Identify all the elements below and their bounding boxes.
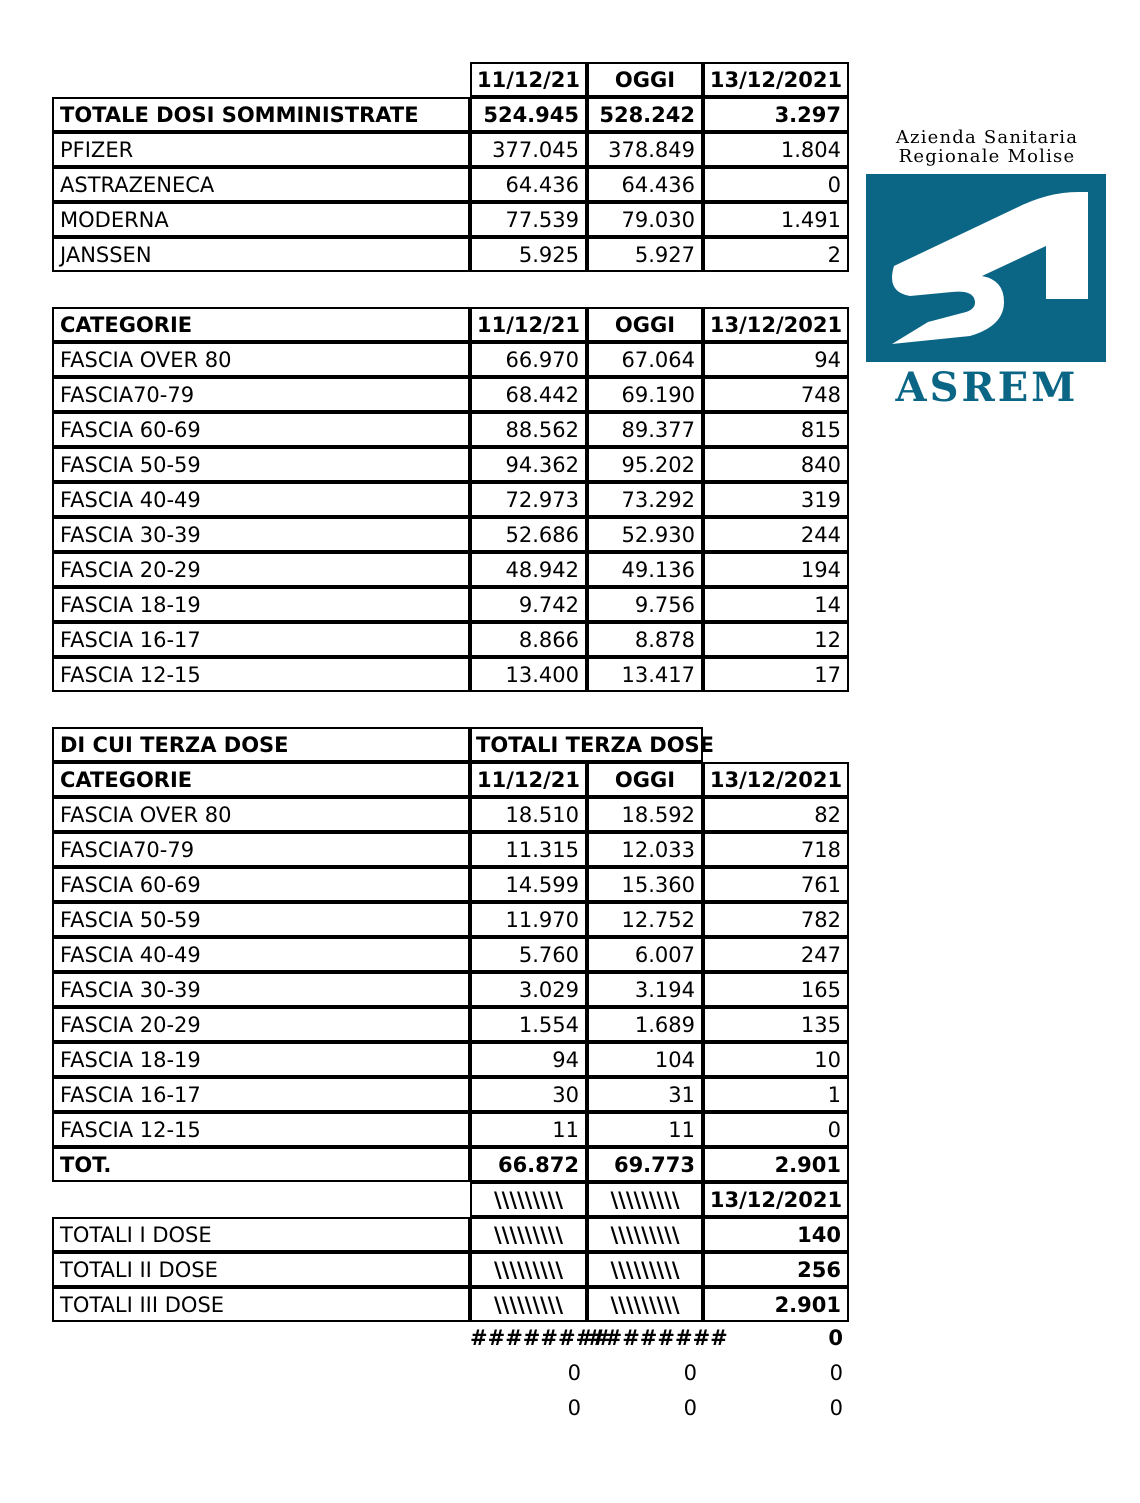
value-3: 12 (703, 622, 849, 657)
row-label: FASCIA70-79 (52, 377, 470, 412)
categorie-row (52, 377, 849, 412)
value-1: 48.942 (470, 552, 587, 587)
terza-dose-row (52, 832, 849, 867)
value-2: 64.436 (587, 167, 703, 202)
total-label: TOT. (52, 1147, 470, 1182)
value-1: 72.973 (470, 482, 587, 517)
logo-emblem (866, 174, 1106, 362)
extra-value-2: ######## (587, 1326, 728, 1350)
row-label: FASCIA 12-15 (52, 657, 470, 692)
value-3: 815 (703, 412, 849, 447)
value-1: 14.599 (470, 867, 587, 902)
value-2: \\\\\\\\\ (587, 1287, 703, 1322)
value-3: 82 (703, 797, 849, 832)
row-label: TOTALI II DOSE (52, 1252, 470, 1287)
value-3: 319 (703, 482, 849, 517)
value-3: 748 (703, 377, 849, 412)
value-2: 67.064 (587, 342, 703, 377)
value-3: 2 (703, 237, 849, 272)
header-date-2: 13/12/2021 (703, 762, 849, 797)
value-1: 68.442 (470, 377, 587, 412)
row-label: FASCIA 30-39 (52, 517, 470, 552)
terza-dose-row (52, 797, 849, 832)
value-3: 840 (703, 447, 849, 482)
value-1: 5.760 (470, 937, 587, 972)
value-1: 8.866 (470, 622, 587, 657)
logo-wordmark: ASREM (895, 364, 1079, 411)
categorie-row (52, 552, 849, 587)
vaccini-row (52, 237, 849, 272)
categorie-row (52, 342, 849, 377)
value-1: 11 (470, 1112, 587, 1147)
value-1: \\\\\\\\\ (470, 1287, 587, 1322)
value-3: 718 (703, 832, 849, 867)
asrem-logo (866, 128, 1108, 410)
terza-dose-row (52, 1042, 849, 1077)
value-2: 3.194 (587, 972, 703, 1007)
value-2: 73.292 (587, 482, 703, 517)
row-label: FASCIA 18-19 (52, 587, 470, 622)
total-value-1: 66.872 (470, 1147, 587, 1182)
header-date-1: 11/12/21 (470, 62, 587, 97)
value-2: \\\\\\\\\ (587, 1217, 703, 1252)
value-3: 94 (703, 342, 849, 377)
terza-dose-title: DI CUI TERZA DOSE (52, 727, 470, 762)
value-1: \\\\\\\\\ (470, 1217, 587, 1252)
categorie-header-row (52, 307, 849, 342)
categorie-row (52, 622, 849, 657)
categorie-row (52, 482, 849, 517)
categorie-row (52, 447, 849, 482)
value-2: 13.417 (587, 657, 703, 692)
categorie-row (52, 657, 849, 692)
header-oggi: OGGI (587, 762, 703, 797)
row-label: FASCIA 40-49 (52, 937, 470, 972)
terza-dose-row (52, 1112, 849, 1147)
extra-value-1: 0 (567, 1396, 581, 1420)
value-3: 247 (703, 937, 849, 972)
value-3: 256 (703, 1252, 849, 1287)
extra-row (52, 1322, 849, 1357)
row-label: FASCIA 20-29 (52, 552, 470, 587)
extra-rows (52, 1322, 849, 1427)
logo-s-mark-icon (866, 174, 1106, 362)
categorie-row (52, 412, 849, 447)
extra-value-2: 0 (683, 1361, 697, 1385)
value-2: 79.030 (587, 202, 703, 237)
row-label: ASTRAZENECA (52, 167, 470, 202)
value-2: 95.202 (587, 447, 703, 482)
logo-line-1: Azienda Sanitaria (895, 127, 1079, 148)
terza-dose-row (52, 1007, 849, 1042)
row-label: PFIZER (52, 132, 470, 167)
value-1: 52.686 (470, 517, 587, 552)
extra-row (52, 1392, 849, 1427)
report-grid (52, 62, 849, 1427)
value-1: 11.315 (470, 832, 587, 867)
value-3: 782 (703, 902, 849, 937)
row-label: FASCIA 60-69 (52, 867, 470, 902)
extra-value-2: 0 (683, 1396, 697, 1420)
value-3: 17 (703, 657, 849, 692)
value-1: 13.400 (470, 657, 587, 692)
value-3: 0 (703, 1112, 849, 1147)
totali-dosi-row (52, 1252, 849, 1287)
hatch-cell: \\\\\\\\\ (470, 1182, 587, 1217)
terza-dose-row (52, 867, 849, 902)
categorie-table (52, 342, 849, 692)
totali-dosi-row (52, 1217, 849, 1252)
row-label: FASCIA 40-49 (52, 482, 470, 517)
extra-value-3: 0 (828, 1326, 843, 1350)
categorie-row (52, 587, 849, 622)
value-2: 378.849 (587, 132, 703, 167)
value-2: 104 (587, 1042, 703, 1077)
hatch-cell: \\\\\\\\\ (587, 1182, 703, 1217)
header-date-1: 11/12/21 (470, 762, 587, 797)
categorie-header-label: CATEGORIE (52, 307, 470, 342)
value-3: 10 (703, 1042, 849, 1077)
row-label: FASCIA70-79 (52, 832, 470, 867)
extra-row (52, 1357, 849, 1392)
value-3: 1.804 (703, 132, 849, 167)
total-value-2: 69.773 (587, 1147, 703, 1182)
value-2: 15.360 (587, 867, 703, 902)
row-label: TOTALI I DOSE (52, 1217, 470, 1252)
header-date-1: 11/12/21 (470, 307, 587, 342)
value-3: 244 (703, 517, 849, 552)
value-3: 1.491 (703, 202, 849, 237)
header-date-2: 13/12/2021 (703, 307, 849, 342)
row-label: FASCIA 30-39 (52, 972, 470, 1007)
value-2: 69.190 (587, 377, 703, 412)
row-label: TOTALE DOSI SOMMINISTRATE (52, 97, 470, 132)
extra-value-1: ######## (470, 1326, 611, 1350)
total-value-3: 2.901 (703, 1147, 849, 1182)
value-2: 12.033 (587, 832, 703, 867)
value-3: 1 (703, 1077, 849, 1112)
header-date-2: 13/12/2021 (703, 62, 849, 97)
extra-value-3: 0 (829, 1361, 843, 1385)
terza-dose-table (52, 797, 849, 1147)
value-1: 94.362 (470, 447, 587, 482)
row-label: TOTALI III DOSE (52, 1287, 470, 1322)
row-label: FASCIA 20-29 (52, 1007, 470, 1042)
value-2: 18.592 (587, 797, 703, 832)
terza-dose-row (52, 972, 849, 1007)
value-2: 89.377 (587, 412, 703, 447)
terza-dose-total-row (52, 1147, 849, 1182)
value-1: 94 (470, 1042, 587, 1077)
terza-dose-header-label: CATEGORIE (52, 762, 470, 797)
value-3: 2.901 (703, 1287, 849, 1322)
header-oggi: OGGI (587, 307, 703, 342)
extra-value-1: 0 (567, 1361, 581, 1385)
terza-dose-row (52, 1077, 849, 1112)
totali-terza-dose-label: TOTALI TERZA DOSE (470, 727, 703, 762)
row-label: FASCIA 12-15 (52, 1112, 470, 1147)
value-2: 8.878 (587, 622, 703, 657)
value-3: 14 (703, 587, 849, 622)
value-1: 66.970 (470, 342, 587, 377)
row-label: FASCIA 16-17 (52, 1077, 470, 1112)
value-3: 761 (703, 867, 849, 902)
logo-line-2: Regionale Molise (898, 146, 1076, 167)
value-2: 52.930 (587, 517, 703, 552)
header-date-2: 13/12/2021 (703, 1182, 849, 1217)
value-1: 3.029 (470, 972, 587, 1007)
value-1: 11.970 (470, 902, 587, 937)
value-2: 528.242 (587, 97, 703, 132)
categorie-row (52, 517, 849, 552)
extra-value-3: 0 (829, 1396, 843, 1420)
value-1: 1.554 (470, 1007, 587, 1042)
terza-dose-row (52, 937, 849, 972)
value-2: 9.756 (587, 587, 703, 622)
value-1: 377.045 (470, 132, 587, 167)
totali-dosi-header-row (52, 1182, 849, 1217)
value-3: 140 (703, 1217, 849, 1252)
terza-dose-header-row (52, 762, 849, 797)
row-label: MODERNA (52, 202, 470, 237)
value-1: 88.562 (470, 412, 587, 447)
value-2: 49.136 (587, 552, 703, 587)
value-3: 135 (703, 1007, 849, 1042)
value-3: 194 (703, 552, 849, 587)
value-1: 30 (470, 1077, 587, 1112)
value-2: 1.689 (587, 1007, 703, 1042)
vaccini-header-row (52, 62, 849, 97)
terza-dose-row (52, 902, 849, 937)
row-label: FASCIA 50-59 (52, 447, 470, 482)
value-1: 18.510 (470, 797, 587, 832)
value-3: 3.297 (703, 97, 849, 132)
vaccini-row (52, 202, 849, 237)
row-label: FASCIA OVER 80 (52, 342, 470, 377)
value-1: 5.925 (470, 237, 587, 272)
vaccini-row (52, 132, 849, 167)
value-2: 6.007 (587, 937, 703, 972)
value-3: 0 (703, 167, 849, 202)
row-label: FASCIA 60-69 (52, 412, 470, 447)
header-oggi: OGGI (587, 62, 703, 97)
totali-dosi-row (52, 1287, 849, 1322)
row-label: FASCIA OVER 80 (52, 797, 470, 832)
value-1: 524.945 (470, 97, 587, 132)
row-label: FASCIA 18-19 (52, 1042, 470, 1077)
terza-dose-title-row (52, 727, 849, 762)
value-1: 77.539 (470, 202, 587, 237)
value-1: 64.436 (470, 167, 587, 202)
value-2: 5.927 (587, 237, 703, 272)
row-label: FASCIA 16-17 (52, 622, 470, 657)
value-1: \\\\\\\\\ (470, 1252, 587, 1287)
totali-dosi-table (52, 1217, 849, 1322)
vaccini-row (52, 97, 849, 132)
row-label: JANSSEN (52, 237, 470, 272)
row-label: FASCIA 50-59 (52, 902, 470, 937)
value-2: \\\\\\\\\ (587, 1252, 703, 1287)
value-2: 12.752 (587, 902, 703, 937)
vaccini-table (52, 97, 849, 272)
value-2: 31 (587, 1077, 703, 1112)
vaccini-row (52, 167, 849, 202)
value-3: 165 (703, 972, 849, 1007)
value-1: 9.742 (470, 587, 587, 622)
value-2: 11 (587, 1112, 703, 1147)
